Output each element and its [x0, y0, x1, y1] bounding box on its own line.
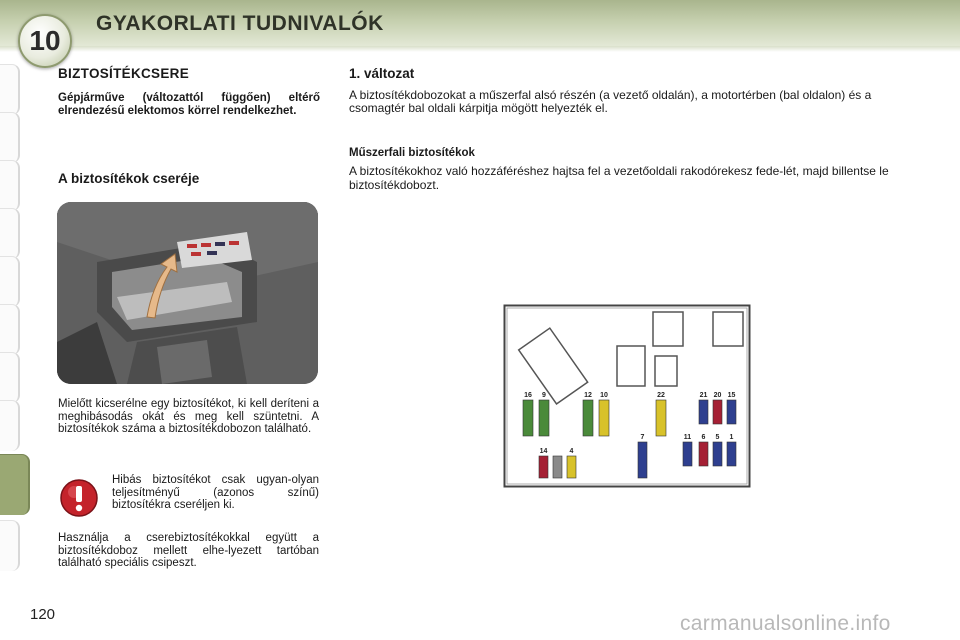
relay	[653, 312, 683, 346]
chapter-tab[interactable]	[0, 64, 20, 115]
paragraph-tweezers: Használja a cserebiztosítékokkal együtt a biztosítékdoboz mellett elhe-lyezett tartóban található speciális csipeszt.	[58, 532, 319, 570]
version-text: A biztosítékdobozokat a műszerfal alsó részén (a vezető oldalán), a motortérben (bal oldalon) és a csomagtér bal oldali kárpitja mögött helyezték el.	[349, 88, 872, 116]
relay	[617, 346, 645, 386]
fuse-label: 1	[729, 434, 734, 441]
chapter-tab[interactable]	[0, 520, 20, 571]
fuse-label: 10	[600, 392, 608, 399]
chapter-number-badge: 10	[18, 14, 72, 68]
fuse-label: 22	[657, 392, 665, 399]
fuse	[539, 456, 548, 478]
warning-icon	[59, 478, 99, 518]
dashboard-fuses-title: Műszerfali biztosítékok	[349, 147, 475, 160]
header-divider	[0, 46, 960, 52]
fuse-box-diagram	[503, 304, 751, 488]
fuse-label: 4	[569, 448, 574, 455]
chapter-title: GYAKORLATI TUDNIVALÓK	[96, 12, 384, 35]
fuse-label: 9	[542, 392, 546, 399]
fuse	[713, 442, 722, 466]
dashboard-fuses-text: A biztosítékokhoz való hozzáféréshez hajtsa fel a vezetőoldali rakodórekesz fede-lét, majd billentse le biztosítékdobozt.	[349, 164, 889, 192]
subsection-title: A biztosítékok cseréje	[58, 171, 200, 186]
fuse	[699, 442, 708, 466]
page-number: 120	[30, 606, 56, 623]
paragraph-fuse-cause: Mielőtt kicserélne egy biztosítékot, ki kell deríteni a meghibásodás okát és meg kell szüntetni. A biztosítékok száma a biztosítékdobozon található.	[58, 398, 319, 436]
fuse	[713, 400, 722, 424]
fuse	[727, 442, 736, 466]
warning-text: Hibás biztosítékot csak ugyan-olyan teljesítményű (azonos színű) biztosítékra cseréljen ki.	[112, 474, 319, 512]
chapter-tab[interactable]	[0, 112, 20, 163]
chapter-tab[interactable]	[0, 256, 20, 307]
relay	[655, 356, 677, 386]
fuse	[553, 456, 562, 478]
chapter-tab[interactable]	[0, 352, 20, 403]
fuse-label: 15	[727, 392, 736, 399]
chapter-tab[interactable]	[0, 160, 20, 211]
fuse	[523, 400, 533, 436]
fuse-label: 5	[715, 434, 720, 441]
left-column	[58, 66, 320, 118]
fuse	[583, 400, 593, 436]
section-title: BIZTOSÍTÉKCSERE	[58, 66, 190, 81]
fuse	[638, 442, 647, 478]
fuse-label: 20	[713, 392, 722, 399]
chapter-tab[interactable]	[0, 304, 20, 355]
fuse	[699, 400, 708, 424]
fuse	[539, 400, 549, 436]
chapter-tab-rail	[0, 64, 22, 584]
right-column	[349, 66, 909, 192]
version-title: 1. változat	[349, 66, 415, 81]
fuse-cover-photo	[57, 202, 318, 384]
fuse-label: 7	[640, 434, 645, 441]
relay	[713, 312, 743, 346]
chapter-tab[interactable]	[0, 400, 20, 451]
fuse-label: 21	[699, 392, 708, 399]
fuse	[727, 400, 736, 424]
fuse-label: 12	[584, 392, 592, 399]
fuse-label: 14	[539, 448, 548, 455]
fuse-label: 16	[524, 392, 532, 399]
fuse	[656, 400, 666, 436]
fuse	[599, 400, 609, 436]
intro-text: Gépjárműve (változattól függően) eltérő elrendezésű elektomos körrel rendelkezhet.	[58, 92, 320, 117]
fuse-label: 11	[683, 434, 692, 441]
watermark: carmanualsonline.info	[680, 612, 891, 635]
chapter-tab[interactable]	[0, 208, 20, 259]
fuse	[683, 442, 692, 466]
fuse-label: 6	[701, 434, 706, 441]
fuse	[567, 456, 576, 478]
chapter-tab-active[interactable]	[0, 454, 30, 515]
